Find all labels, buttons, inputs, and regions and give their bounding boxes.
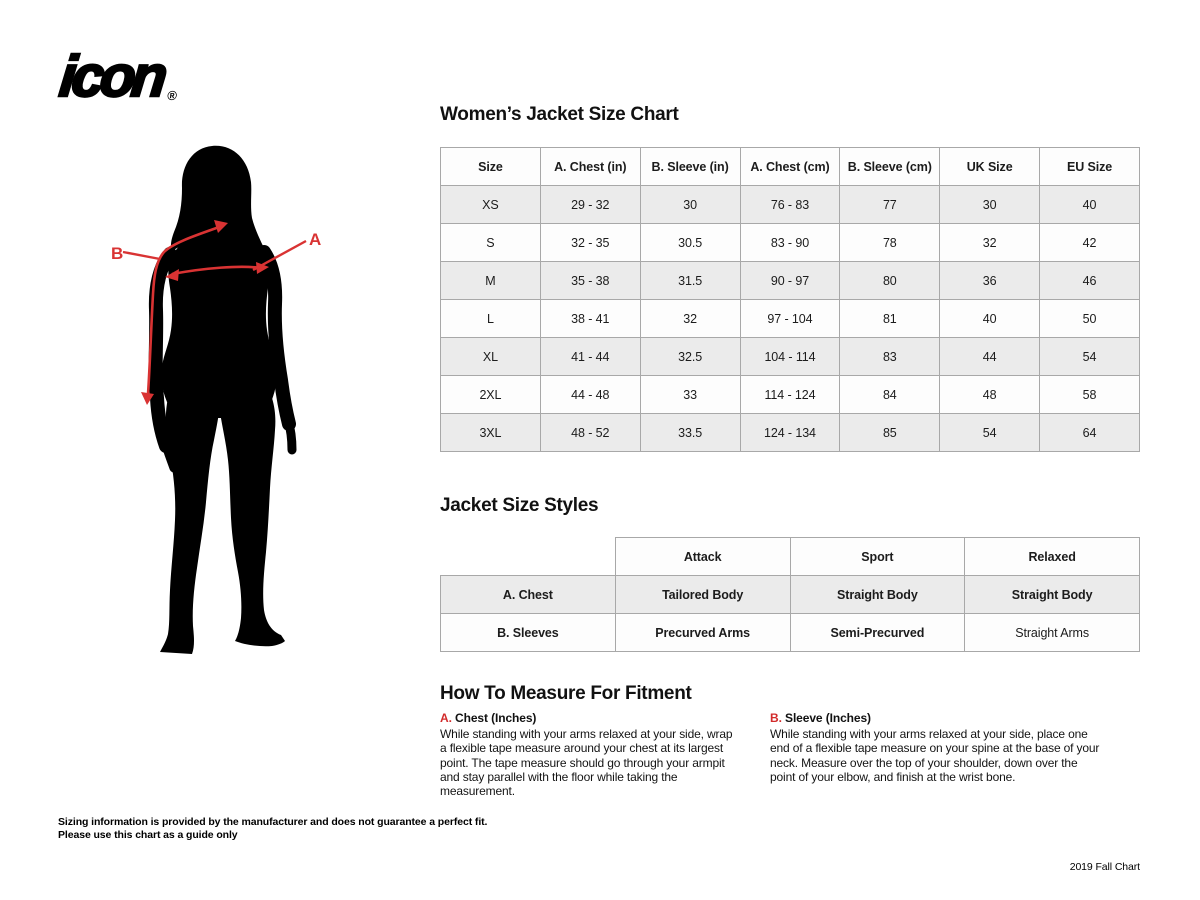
table-cell: 54 [1040, 338, 1140, 376]
column-header-attack: Attack [615, 538, 790, 576]
table-cell: 31.5 [640, 262, 740, 300]
measure-section-title: How To Measure For Fitment [440, 683, 692, 704]
size-chart-title: Women’s Jacket Size Chart [440, 104, 679, 125]
table-cell: 114 - 124 [740, 376, 840, 414]
table-cell: 30 [940, 186, 1040, 224]
table-cell: 77 [840, 186, 940, 224]
column-header-sport: Sport [790, 538, 965, 576]
table-cell: 3XL [441, 414, 541, 452]
table-cell: 30.5 [640, 224, 740, 262]
table-header-row [441, 148, 1140, 186]
silhouette-torso [161, 234, 277, 418]
table-cell: 29 - 32 [540, 186, 640, 224]
table-cell: Straight Body [965, 576, 1140, 614]
styles-table-title: Jacket Size Styles [440, 495, 599, 516]
table-cell: 54 [940, 414, 1040, 452]
measure-chest-text: While standing with your arms relaxed at your side, wrap a flexible tape measure around your chest at its largest point. The tape measure should go through your armpit and stay parallel with the floor while taking the measurement. [440, 727, 733, 799]
table-cell: XL [441, 338, 541, 376]
measure-chest-letter: A. [440, 711, 452, 725]
row-label-chest: A. Chest [441, 576, 616, 614]
measure-chest-column [440, 711, 740, 798]
table-cell: Precurved Arms [615, 614, 790, 652]
table-cell: 32 [640, 300, 740, 338]
table-row-m [441, 262, 1140, 300]
table-cell: 40 [1040, 186, 1140, 224]
disclaimer-line-1: Sizing information is provided by the manufacturer and does not guarantee a perfect fit. [58, 816, 488, 828]
table-cell: 104 - 114 [740, 338, 840, 376]
styles-blank-cell [441, 538, 616, 576]
disclaimer-line-2: Please use this chart as a guide only [58, 829, 238, 841]
table-cell: 36 [940, 262, 1040, 300]
female-silhouette-measurement-figure [110, 130, 360, 670]
table-cell: 48 - 52 [540, 414, 640, 452]
table-cell: 78 [840, 224, 940, 262]
measure-sleeve-letter: B. [770, 711, 782, 725]
icon-brand-logo [56, 44, 178, 109]
table-cell: 42 [1040, 224, 1140, 262]
table-cell: 84 [840, 376, 940, 414]
label-b-connector-line [123, 252, 160, 259]
table-cell: 41 - 44 [540, 338, 640, 376]
table-row-2xl [441, 376, 1140, 414]
silhouette-right-leg [219, 398, 285, 646]
jacket-styles-table [440, 537, 1140, 652]
table-cell: 2XL [441, 376, 541, 414]
table-cell: 44 [940, 338, 1040, 376]
table-cell: Semi-Precurved [790, 614, 965, 652]
silhouette-right-hand [288, 420, 292, 450]
table-cell: L [441, 300, 541, 338]
table-cell: 44 - 48 [540, 376, 640, 414]
table-cell: 32 [940, 224, 1040, 262]
table-cell: 97 - 104 [740, 300, 840, 338]
table-row-3xl [441, 414, 1140, 452]
column-header-relaxed: Relaxed [965, 538, 1140, 576]
table-cell: 90 - 97 [740, 262, 840, 300]
table-row-chest [441, 576, 1140, 614]
measure-instructions [440, 711, 1140, 798]
registered-trademark-icon: ® [166, 88, 178, 103]
table-cell: 32.5 [640, 338, 740, 376]
table-row-xl [441, 338, 1140, 376]
column-header-size: Size [441, 148, 541, 186]
table-cell: 85 [840, 414, 940, 452]
column-header-sleeve-cm: B. Sleeve (cm) [840, 148, 940, 186]
table-cell: Straight Arms [965, 614, 1140, 652]
sizing-disclaimer [58, 816, 487, 842]
table-cell: S [441, 224, 541, 262]
table-row-l [441, 300, 1140, 338]
table-cell: 30 [640, 186, 740, 224]
table-cell: 40 [940, 300, 1040, 338]
chart-edition-label: 2019 Fall Chart [1069, 861, 1140, 873]
table-cell: 32 - 35 [540, 224, 640, 262]
table-cell: 35 - 38 [540, 262, 640, 300]
table-cell: XS [441, 186, 541, 224]
measure-sleeve-label: Sleeve (Inches) [785, 711, 871, 725]
table-header-row [441, 538, 1140, 576]
table-cell: Straight Body [790, 576, 965, 614]
table-row-s [441, 224, 1140, 262]
table-cell: 33.5 [640, 414, 740, 452]
figure-label-b: B [111, 244, 124, 263]
measure-sleeve-column [770, 711, 1100, 798]
table-cell: 80 [840, 262, 940, 300]
figure-label-a: A [309, 230, 322, 249]
table-cell: 76 - 83 [740, 186, 840, 224]
measure-chest-label: Chest (Inches) [455, 711, 537, 725]
table-cell: 83 - 90 [740, 224, 840, 262]
table-cell: 124 - 134 [740, 414, 840, 452]
logo-text: icon [56, 44, 167, 109]
column-header-chest-in: A. Chest (in) [540, 148, 640, 186]
column-header-sleeve-in: B. Sleeve (in) [640, 148, 740, 186]
table-cell: 58 [1040, 376, 1140, 414]
row-label-sleeves: B. Sleeves [441, 614, 616, 652]
column-header-eu-size: EU Size [1040, 148, 1140, 186]
table-cell: 81 [840, 300, 940, 338]
table-cell: 50 [1040, 300, 1140, 338]
column-header-uk-size: UK Size [940, 148, 1040, 186]
size-chart-table [440, 147, 1140, 452]
table-cell: 48 [940, 376, 1040, 414]
table-cell: 46 [1040, 262, 1140, 300]
table-cell: 64 [1040, 414, 1140, 452]
table-row-xs [441, 186, 1140, 224]
table-cell: 83 [840, 338, 940, 376]
measure-sleeve-heading [770, 711, 1100, 725]
table-cell: 33 [640, 376, 740, 414]
table-cell: 38 - 41 [540, 300, 640, 338]
table-cell: M [441, 262, 541, 300]
table-row-sleeves [441, 614, 1140, 652]
table-cell: Tailored Body [615, 576, 790, 614]
measure-sleeve-text: While standing with your arms relaxed at your side, place one end of a flexible tape measure on your spine at the base of your neck. Measure over the top of your shoulder, down over the point of your elbow, and finish at the wrist bone. [770, 727, 1100, 784]
measure-chest-heading [440, 711, 740, 725]
column-header-chest-cm: A. Chest (cm) [740, 148, 840, 186]
